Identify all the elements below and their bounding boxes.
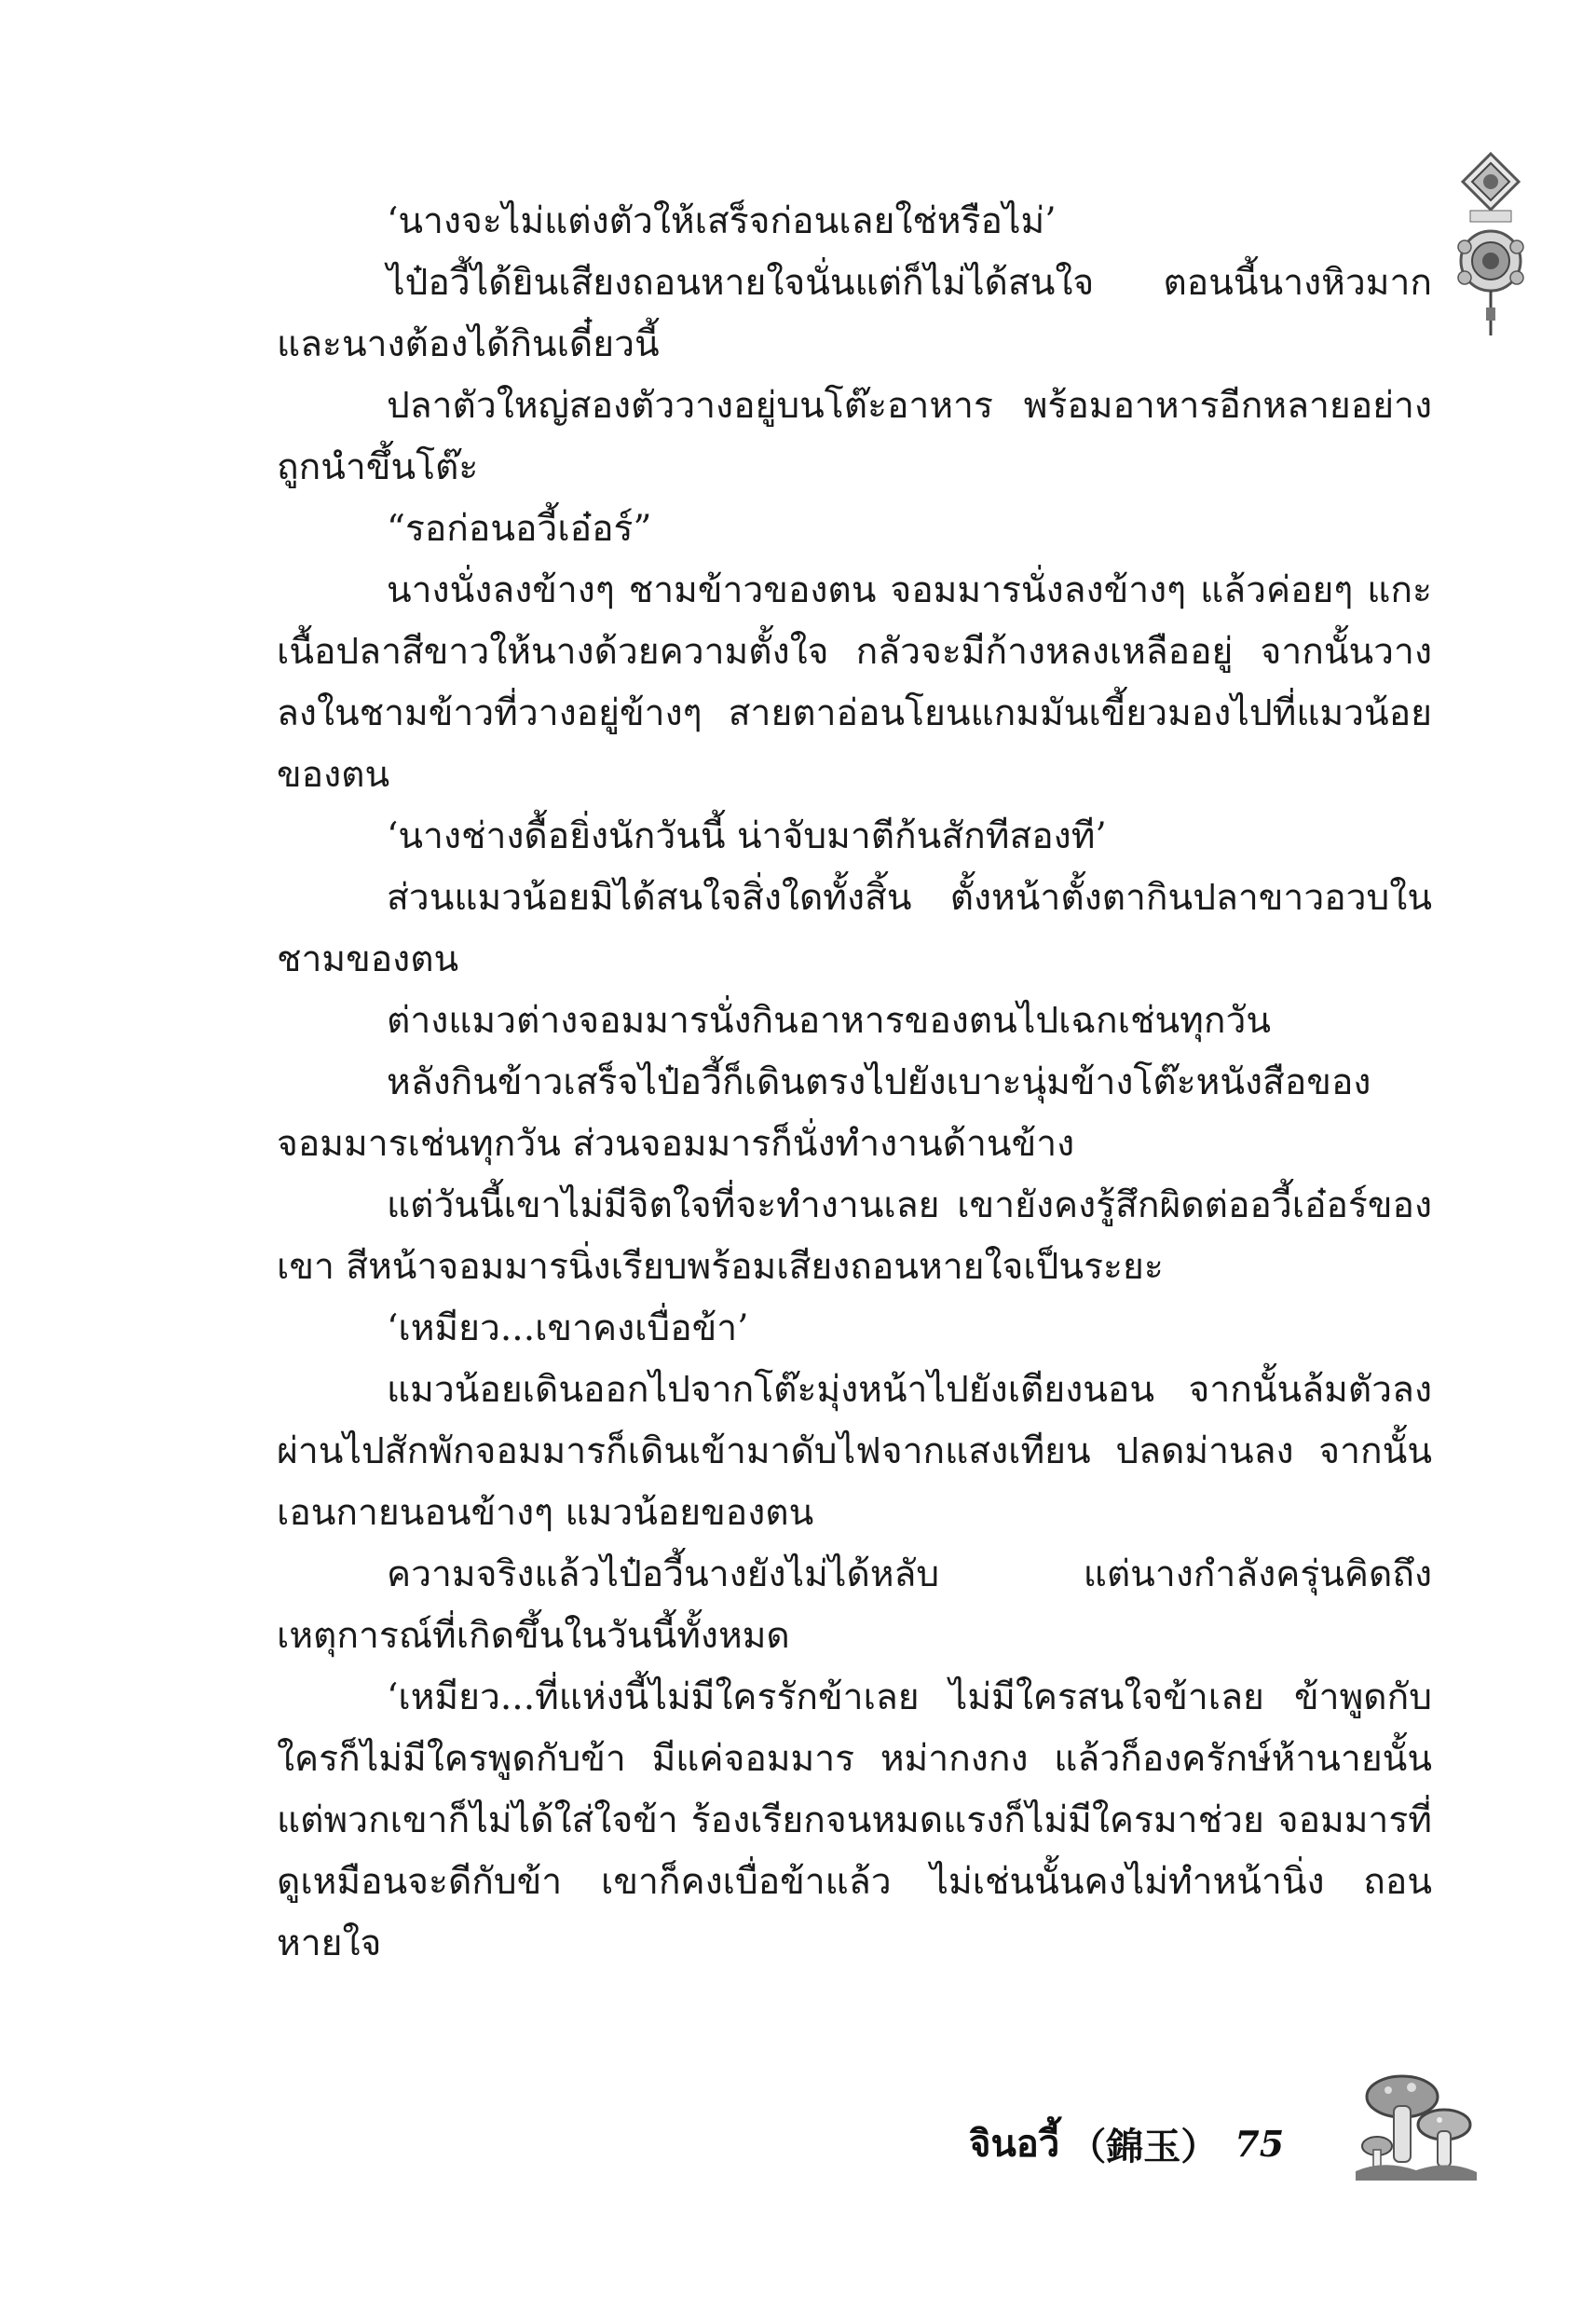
paragraph: แมวน้อยเดินออกไปจากโต๊ะมุ่งหน้าไปยังเตียงนอน จากนั้นล้มตัวลง ผ่านไปสักพักจอมมารก็เดินเข้ามาดับไฟจากแสงเทียน ปลดม่านลง จากนั้นเอนกายนอนข้างๆ แมวน้อยของตน: [277, 1369, 1432, 1534]
paragraph: หลังกินข้าวเสร็จไป๋อวี้ก็เดินตรงไปยังเบาะนุ่มข้างโต๊ะหนังสือของจอมมารเช่นทุกวัน ส่วนจอมมารก็นั่งทำงานด้านข้าง: [277, 1061, 1371, 1165]
paragraph: ‘นางจะไม่แต่งตัวให้เสร็จก่อนเลยใช่หรือไม่’: [387, 200, 1057, 242]
chapter-ornament-icon: [1453, 149, 1528, 345]
paragraph: “รอก่อนอวี้เอ๋อร์”: [387, 508, 652, 550]
paragraph: ความจริงแล้วไป๋อวี้นางยังไม่ได้หลับ แต่นางกำลังครุ่นคิดถึงเหตุการณ์ที่เกิดขึ้นในวันนี้ทั้งหมด: [277, 1553, 1432, 1657]
page-footer: [969, 2113, 1342, 2173]
paragraph: ‘เหมียว...ที่แห่งนี้ไม่มีใครรักข้าเลย ไม่มีใครสนใจข้าเลย ข้าพูดกับใครก็ไม่มีใครพูดกับข้า มีแค่จอมมาร หม่ากงกง แล้วก็องครักษ์ห้านายนั้น แต่พวกเขาก็ไม่ได้ใส่ใจข้า ร้องเรียกจนหมดแรงก็ไม่มีใครมาช่วย จอมมารที่ดูเหมือนจะดีกับข้า เขาก็คงเบื่อข้าแล้ว ไม่เช่นนั้นคงไม่ทำหน้านิ่ง ถอนหายใจ: [277, 1676, 1432, 1964]
paragraph: ส่วนแมวน้อยมิได้สนใจสิ่งใดทั้งสิ้น ตั้งหน้าตั้งตากินปลาขาวอวบในชามของตน: [277, 877, 1432, 980]
page-number: 75: [1235, 2122, 1285, 2165]
paragraph: นางนั่งลงข้างๆ ชามข้าวของตน จอมมารนั่งลงข้างๆ แล้วค่อยๆ แกะเนื้อปลาสีขาวให้นางด้วยความตั้งใจ กลัวจะมีก้างหลงเหลืออยู่ จากนั้นวางลงในชามข้าวที่วางอยู่ข้างๆ สายตาอ่อนโยนแกมมันเขี้ยวมองไปที่แมวน้อยของตน: [277, 569, 1432, 796]
mushroom-icon: [1351, 2055, 1481, 2185]
paragraph: แต่วันนี้เขาไม่มีจิตใจที่จะทำงานเลย เขายังคงรู้สึกผิดต่ออวี้เอ๋อร์ของเขา สีหน้าจอมมารนิ่งเรียบพร้อมเสียงถอนหายใจเป็นระยะ: [277, 1184, 1432, 1288]
paragraph: ‘นางช่างดื้อยิ่งนักวันนี้ น่าจับมาตีก้นสักทีสองที’: [387, 815, 1107, 857]
book-title-chinese: （錦玉）: [1069, 2124, 1219, 2168]
paragraph: ปลาตัวใหญ่สองตัววางอยู่บนโต๊ะอาหาร พร้อมอาหารอีกหลายอย่าง ถูกนำขึ้นโต๊ะ: [277, 385, 1432, 488]
paragraph: ต่างแมวต่างจอมมารนั่งกินอาหารของตนไปเฉกเช่นทุกวัน: [387, 1000, 1272, 1042]
body-text: [277, 191, 1432, 1975]
paragraph: ‘เหมียว...เขาคงเบื่อข้า’: [387, 1307, 749, 1349]
book-title: จินอวี้: [969, 2122, 1060, 2166]
paragraph: ไป๋อวี้ได้ยินเสียงถอนหายใจนั่นแต่ก็ไม่ได้สนใจ ตอนนี้นางหิวมาก และนางต้องได้กินเดี๋ยวนี้: [277, 262, 1432, 365]
